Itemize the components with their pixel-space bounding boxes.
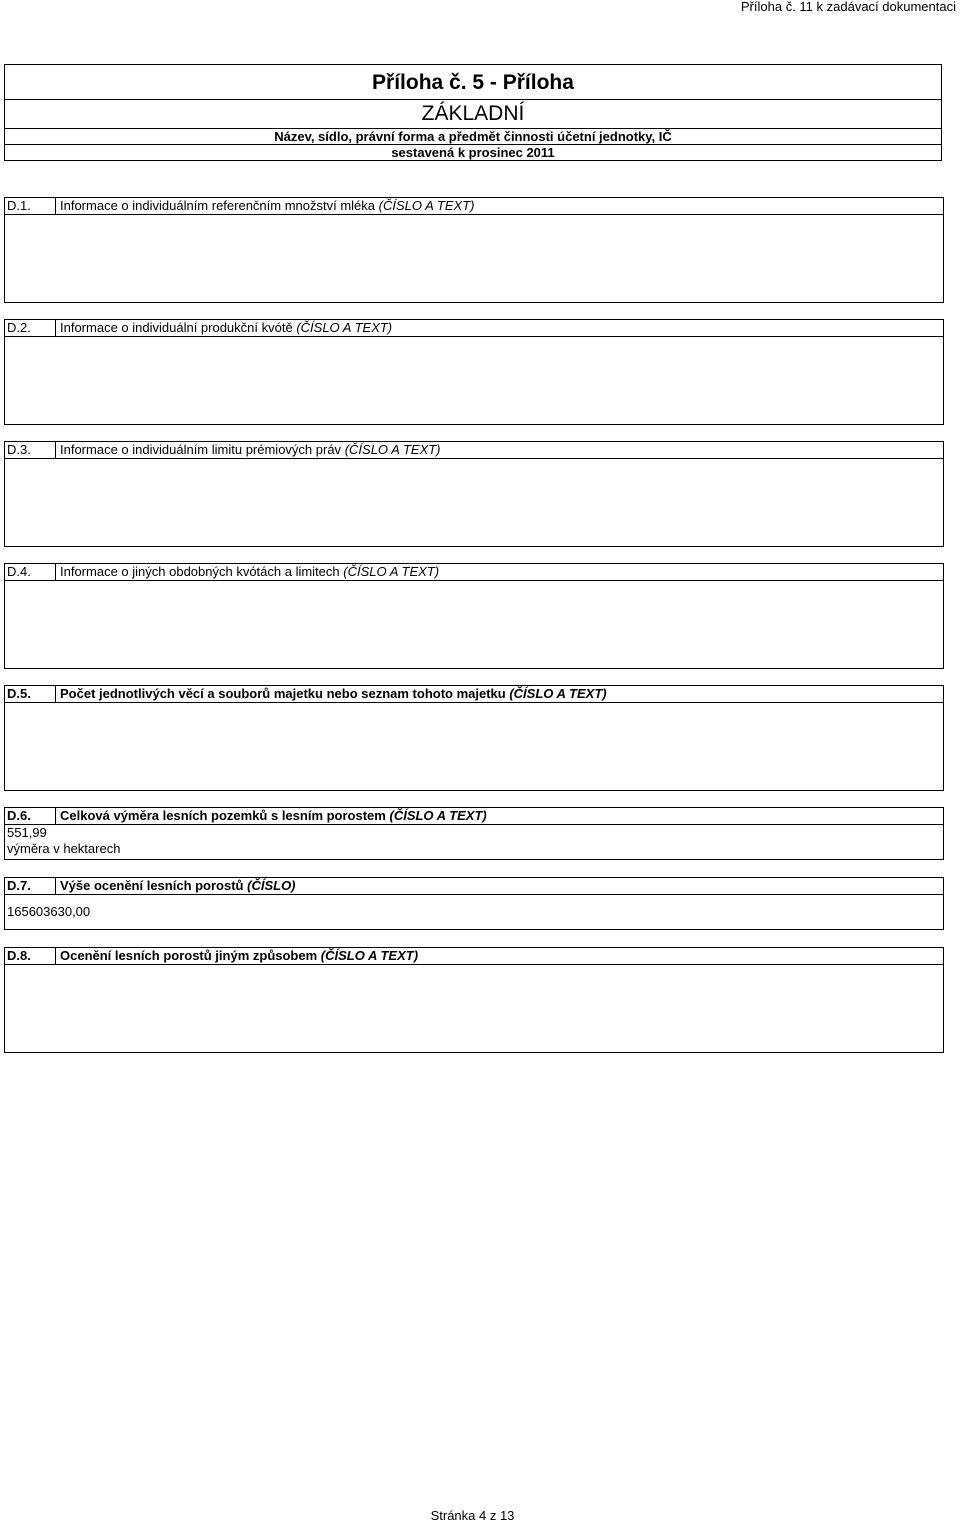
forest-area-value: 551,99 bbox=[7, 825, 47, 840]
section-d8 bbox=[4, 947, 944, 1053]
section-header bbox=[4, 807, 944, 825]
forest-valuation-value: 165603630,00 bbox=[7, 904, 91, 919]
section-code: D.4. bbox=[7, 564, 31, 579]
section-content bbox=[4, 895, 944, 930]
section-title: Informace o individuální produkční kvótě (ČÍSLO A TEXT) bbox=[55, 320, 392, 336]
section-title: Informace o jiných obdobných kvótách a limitech (ČÍSLO A TEXT) bbox=[55, 564, 439, 580]
section-title: Informace o individuálním referenčním množství mléka (ČÍSLO A TEXT) bbox=[55, 198, 474, 214]
section-content bbox=[4, 337, 944, 425]
section-code: D.7. bbox=[7, 878, 31, 893]
document-title: Příloha č. 5 - Příloha bbox=[5, 65, 941, 100]
section-d3 bbox=[4, 441, 944, 547]
section-header bbox=[4, 877, 944, 895]
section-code: D.1. bbox=[7, 198, 31, 213]
section-code: D.6. bbox=[7, 808, 31, 823]
section-header bbox=[4, 441, 944, 459]
section-code: D.5. bbox=[7, 686, 31, 701]
section-content bbox=[4, 825, 944, 860]
section-d4 bbox=[4, 563, 944, 669]
section-code: D.8. bbox=[7, 948, 31, 963]
period-label: sestavená k prosinec 2011 bbox=[391, 145, 555, 160]
section-header bbox=[4, 197, 944, 215]
section-title: Celková výměra lesních pozemků s lesním porostem (ČÍSLO A TEXT) bbox=[55, 808, 487, 824]
section-title: Výše ocenění lesních porostů (ČÍSLO) bbox=[55, 878, 296, 894]
section-d1 bbox=[4, 197, 944, 303]
section-header bbox=[4, 685, 944, 703]
section-content bbox=[4, 703, 944, 791]
unit-note: výměra v hektarech bbox=[7, 841, 121, 856]
entity-info-heading: Název, sídlo, právní forma a předmět činnosti účetní jednotky, IČ bbox=[5, 129, 941, 145]
section-code: D.3. bbox=[7, 442, 31, 457]
section-title: Počet jednotlivých věcí a souborů majetku nebo seznam tohoto majetku (ČÍSLO A TEXT) bbox=[55, 686, 607, 702]
page-header: Příloha č. 11 k zadávací dokumentaci bbox=[740, 0, 956, 14]
title-box bbox=[4, 64, 942, 161]
section-title: Informace o individuálním limitu prémiových práv (ČÍSLO A TEXT) bbox=[55, 442, 441, 458]
section-header bbox=[4, 319, 944, 337]
section-content bbox=[4, 581, 944, 669]
document-subtitle: ZÁKLADNÍ bbox=[5, 100, 941, 129]
section-d2 bbox=[4, 319, 944, 425]
section-content bbox=[4, 965, 944, 1053]
page-number: Stránka 4 z 13 bbox=[430, 1508, 515, 1523]
section-content bbox=[4, 459, 944, 547]
section-d7 bbox=[4, 877, 944, 930]
section-title: Ocenění lesních porostů jiným způsobem (ČÍSLO A TEXT) bbox=[55, 948, 418, 964]
section-d5 bbox=[4, 685, 944, 791]
section-code: D.2. bbox=[7, 320, 31, 335]
section-content bbox=[4, 215, 944, 303]
section-header bbox=[4, 947, 944, 965]
section-header bbox=[4, 563, 944, 581]
section-d6 bbox=[4, 807, 944, 860]
